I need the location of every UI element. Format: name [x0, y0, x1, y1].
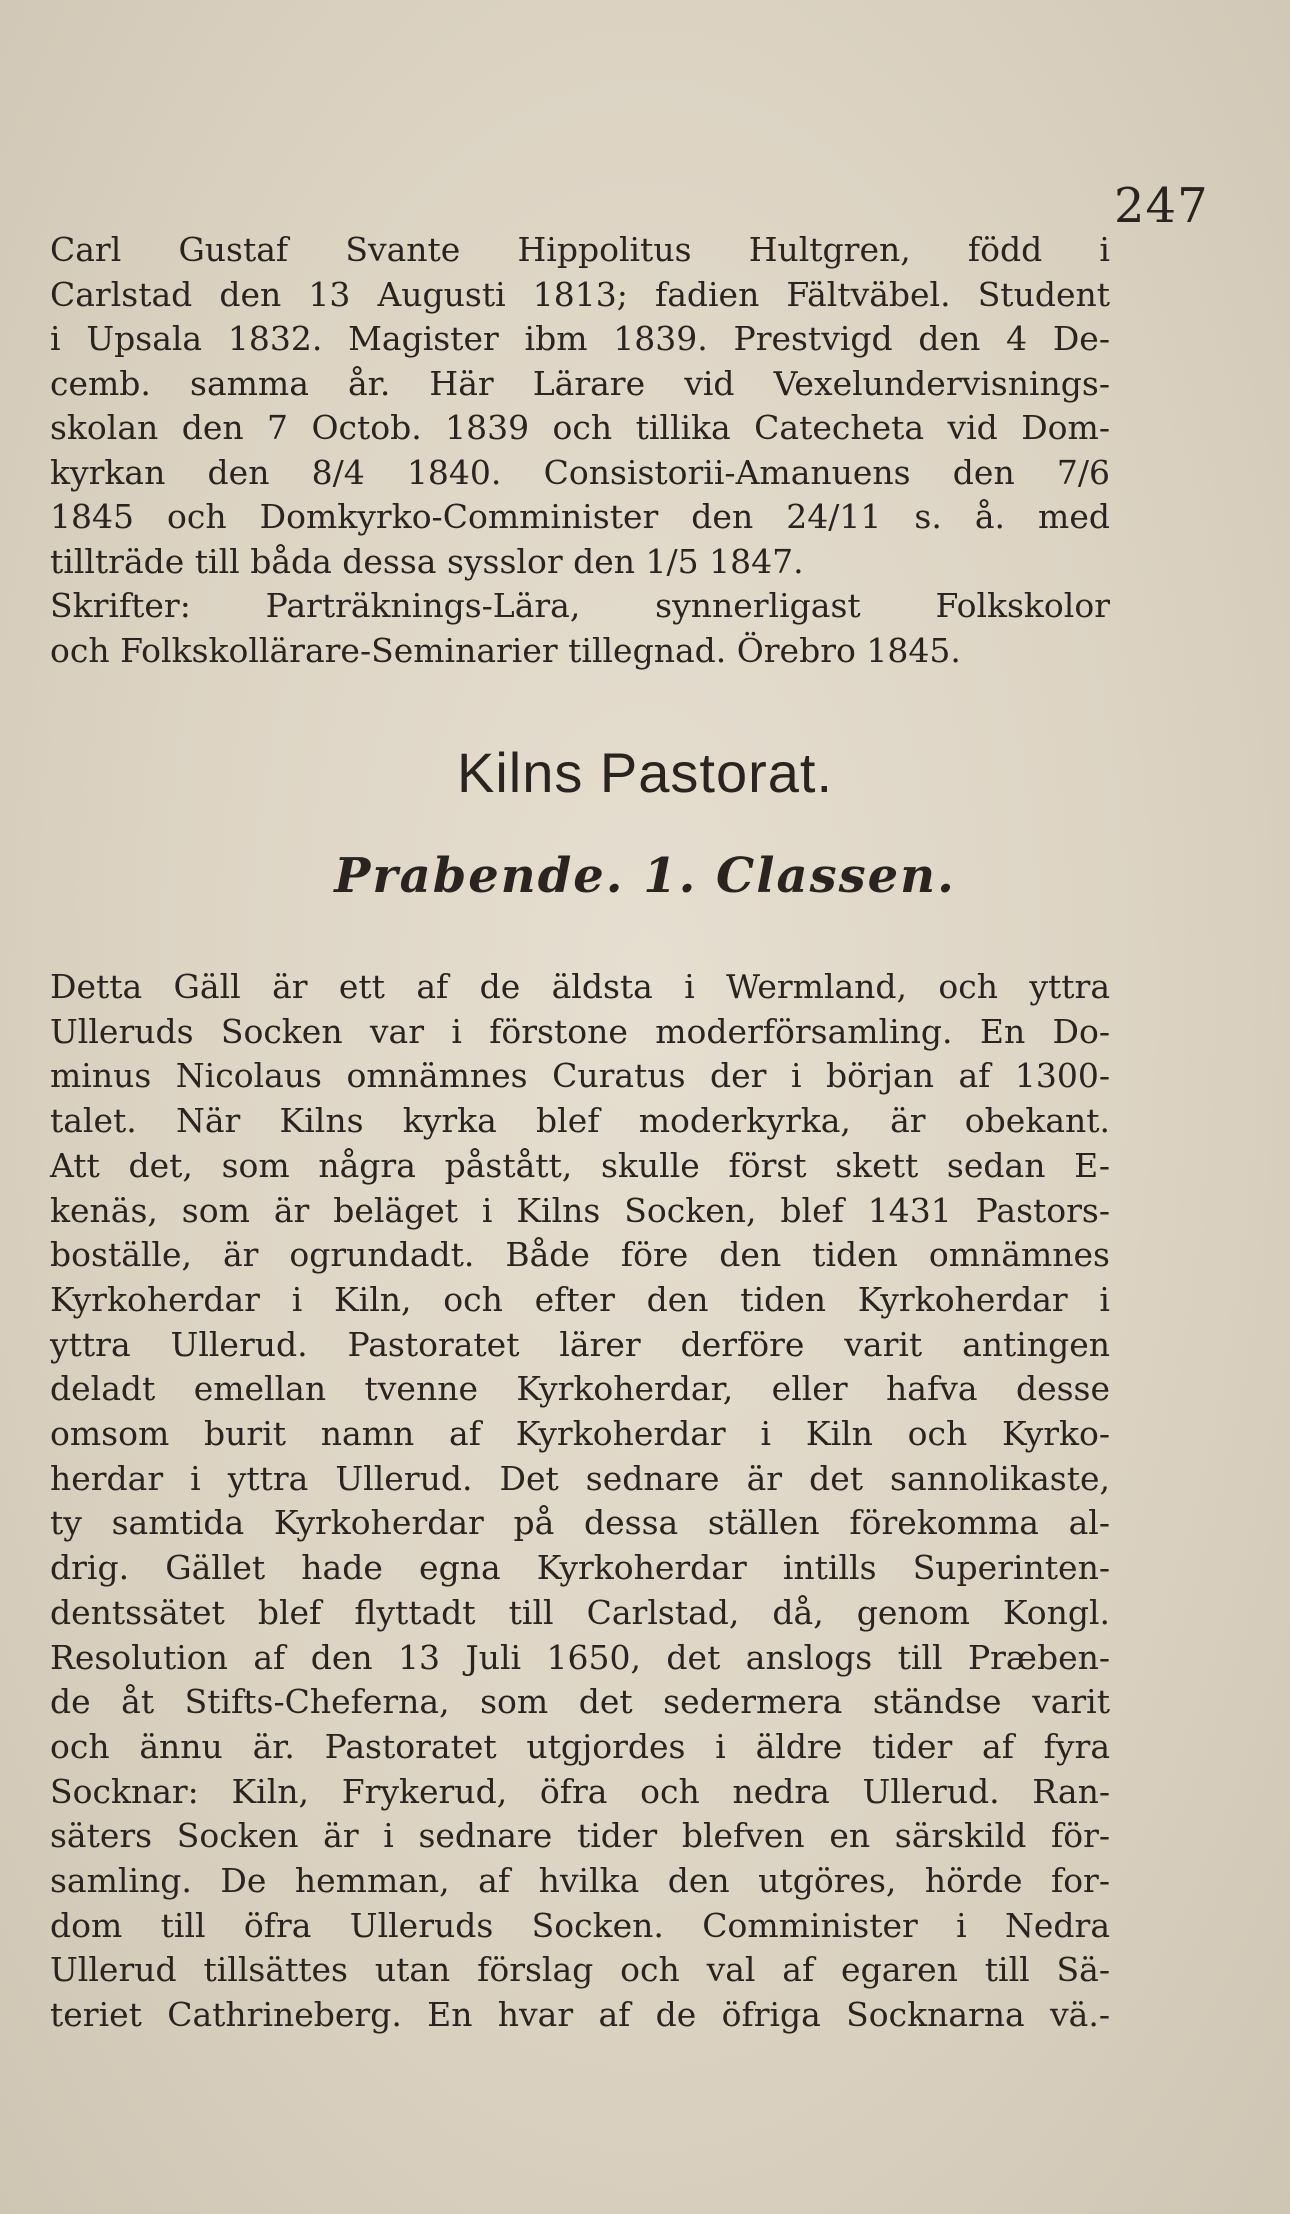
text-line: yttra Ullerud. Pastoratet lärer derföre varit antingen: [50, 1324, 1110, 1364]
text-line: dom till öfra Ulleruds Socken. Comminister i Nedra: [50, 1905, 1110, 1945]
text-line: i Upsala 1832. Magister ibm 1839. Prestvigd den 4 De-: [50, 319, 1110, 358]
text-line: samling. De hemman, af hvilka den utgöres, hörde for-: [50, 1861, 1110, 1901]
page-number: 247: [1114, 178, 1209, 234]
text-line: Skrifter: Parträknings-Lära, synnerligast Folkskolor: [50, 586, 1110, 625]
text-line: Carl Gustaf Svante Hippolitus Hultgren, född i: [50, 230, 1110, 269]
text-line: deladt emellan tvenne Kyrkoherdar, eller hafva desse: [50, 1369, 1110, 1409]
text-line: Ullerud tillsättes utan förslag och val af egaren till Sä-: [50, 1950, 1110, 1990]
text-line: cemb. samma år. Här Lärare vid Vexelundervisnings-: [50, 363, 1110, 403]
text-line: drig. Gället hade egna Kyrkoherdar intills Superinten-: [50, 1548, 1110, 1588]
text-line: Carlstad den 13 Augusti 1813; fadien Fältväbel. Student: [50, 274, 1110, 314]
text-line: säters Socken är i sednare tider blefven en särskild för-: [50, 1816, 1110, 1856]
text-line: Socknar: Kiln, Frykerud, öfra och nedra Ullerud. Ran-: [50, 1771, 1110, 1811]
text-line: kyrkan den 8/4 1840. Consistorii-Amanuens den 7/6: [50, 452, 1110, 492]
text-line: omsom burit namn af Kyrkoherdar i Kiln och Kyrko-: [50, 1414, 1110, 1454]
text-line: och Folkskollärare-Seminarier tillegnad. Örebro 1845.: [50, 630, 961, 670]
text-line: Resolution af den 13 Juli 1650, det anslogs till Præben-: [50, 1637, 1110, 1677]
biography-entry: [50, 228, 1110, 673]
text-line: Kyrkoherdar i Kiln, och efter den tiden Kyrkoherdar i: [50, 1279, 1110, 1319]
text-line: Att det, som några påstått, skulle först skett sedan E-: [50, 1145, 1110, 1185]
text-line: kenäs, som är beläget i Kilns Socken, blef 1431 Pastors-: [50, 1190, 1110, 1230]
text-line: tillträde till båda dessa sysslor den 1/5 1847.: [50, 541, 804, 581]
text-line: talet. När Kilns kyrka blef moderkyrka, är obekant.: [50, 1101, 1110, 1141]
text-line: dentssätet blef flyttadt till Carlstad, då, genom Kongl.: [50, 1592, 1110, 1632]
text-line: herdar i yttra Ullerud. Det sednare är det sannolikaste,: [50, 1458, 1110, 1498]
text-line: skolan den 7 Octob. 1839 och tillika Catecheta vid Dom-: [50, 408, 1110, 447]
text-line: teriet Cathrineberg. En hvar af de öfriga Socknarna vä.-: [50, 1995, 1110, 2035]
text-line: boställe, är ogrundadt. Både före den tiden omnämnes: [50, 1235, 1110, 1275]
text-line: Detta Gäll är ett af de äldsta i Wermland, och yttra: [50, 967, 1110, 1006]
text-line: 1845 och Domkyrko-Comminister den 24/11 s. å. med: [50, 497, 1110, 536]
text-line: minus Nicolaus omnämnes Curatus der i början af 1300-: [50, 1056, 1110, 1096]
text-line: Ulleruds Socken var i förstone moderförsamling. En Do-: [50, 1011, 1110, 1051]
text-line: ty samtida Kyrkoherdar på dessa ställen förekomma al-: [50, 1503, 1110, 1543]
text-line: de åt Stifts-Cheferna, som det sedermera ständse varit: [50, 1682, 1110, 1722]
text-line: och ännu är. Pastoratet utgjordes i äldre tider af fyra: [50, 1726, 1110, 1766]
body-paragraph: [50, 965, 1110, 2038]
section-subtitle: Prabende. 1. Classen.: [334, 848, 956, 904]
section-title: Kilns Pastorat.: [456, 741, 834, 804]
